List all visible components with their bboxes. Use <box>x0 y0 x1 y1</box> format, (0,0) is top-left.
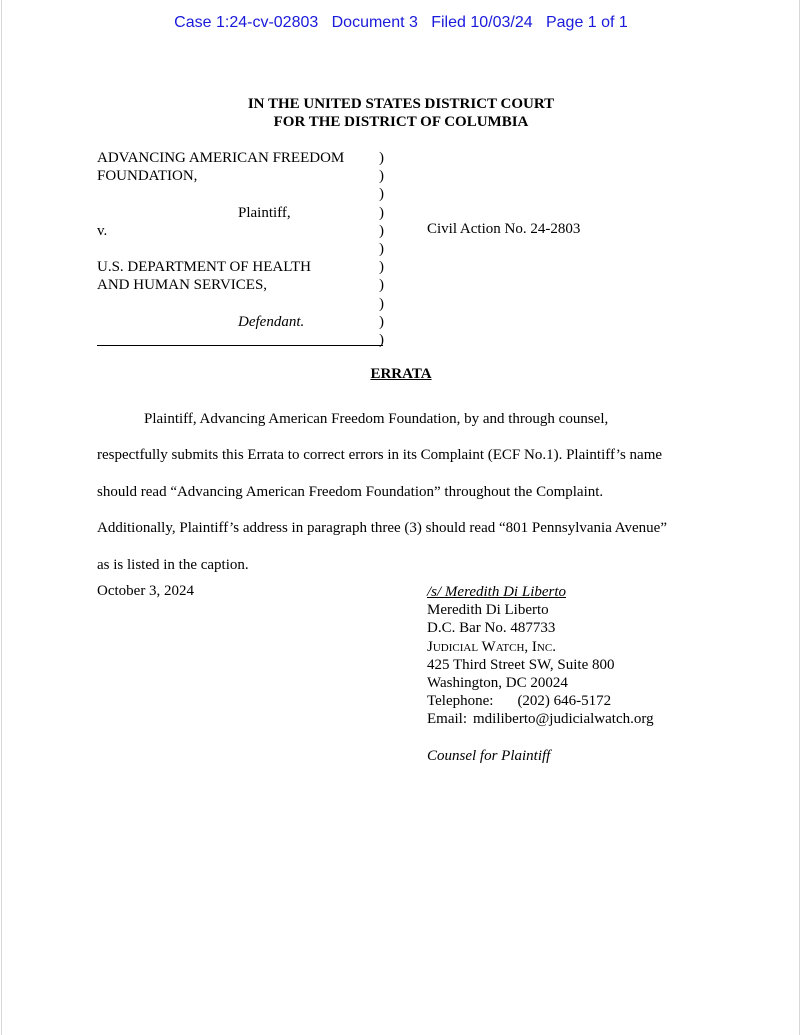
plaintiff-role: Plaintiff, <box>238 204 291 221</box>
court-title-line2: FOR THE DISTRICT OF COLUMBIA <box>273 114 529 130</box>
court-title-line1: IN THE UNITED STATES DISTRICT COURT <box>247 96 555 112</box>
defendant-name-line2: AND HUMAN SERVICES, <box>97 277 268 294</box>
civil-action-number: Civil Action No. 24-2803 <box>427 221 581 237</box>
caption-paren: ) <box>379 168 384 185</box>
email-label: Email: <box>427 711 467 728</box>
filing-header <box>0 14 802 32</box>
telephone-label: Telephone: <box>427 693 494 710</box>
page-number: Page 1 of 1 <box>545 14 628 31</box>
errata-line: Additionally, Plaintiff’s address in paragraph three (3) should read “801 Pennsylvania Avenue” <box>97 520 667 537</box>
signature-block <box>427 583 747 765</box>
caption-paren: ) <box>379 313 384 330</box>
telephone-number: (202) 646-5172 <box>517 693 612 710</box>
errata-line: Plaintiff, Advancing American Freedom Foundation, by and through counsel, <box>144 411 609 427</box>
caption-paren: ) <box>379 331 384 348</box>
defendant-role: Defendant. <box>238 313 305 330</box>
counsel-for: Counsel for Plaintiff <box>427 747 551 764</box>
caption-paren: ) <box>379 204 384 221</box>
address-line2: Washington, DC 20024 <box>427 674 568 691</box>
caption-paren: ) <box>379 277 384 294</box>
document-number: Document 3 <box>331 14 418 31</box>
plaintiff-name-line1: ADVANCING AMERICAN FREEDOM <box>97 150 345 166</box>
caption-blank <box>97 185 387 203</box>
caption-paren: ) <box>379 259 384 276</box>
caption-paren: ) <box>379 240 384 257</box>
errata-heading: ERRATA <box>370 366 432 382</box>
caption-paren: ) <box>379 150 384 166</box>
errata-line: should read “Advancing American Freedom Foundation” throughout the Complaint. <box>97 483 604 500</box>
errata-line: respectfully submits this Errata to correct errors in its Complaint (ECF No.1). Plaintiff’s name <box>97 447 663 464</box>
filed-date: Filed 10/03/24 <box>431 14 533 31</box>
attorney-name: Meredith Di Liberto <box>427 602 549 619</box>
defendant-name-line1: U.S. DEPARTMENT OF HEALTH <box>97 259 311 276</box>
caption-blank <box>97 295 387 313</box>
firm-name: Judicial Watch, Inc. <box>427 638 556 655</box>
caption-blank <box>97 240 387 258</box>
caption-paren: ) <box>379 295 384 312</box>
filing-date: October 3, 2024 <box>97 583 195 599</box>
caption-paren: ) <box>379 186 384 203</box>
errata-line: as is listed in the caption. <box>97 556 249 573</box>
caption-parties <box>97 149 387 331</box>
page-border-left <box>1 0 2 1035</box>
caption-paren: ) <box>379 222 384 239</box>
versus: v. <box>97 222 108 239</box>
caption-parentheses <box>379 149 384 349</box>
caption-underline <box>97 345 383 346</box>
electronic-signature: /s/ Meredith Di Liberto <box>427 584 567 600</box>
email-address: mdiliberto@judicialwatch.org <box>473 711 654 728</box>
plaintiff-name-line2: FOUNDATION, <box>97 168 198 185</box>
court-title <box>0 95 802 131</box>
address-line1: 425 Third Street SW, Suite 800 <box>427 656 615 673</box>
bar-number: D.C. Bar No. 487733 <box>427 620 556 637</box>
errata-body <box>97 401 707 583</box>
page-border-right <box>799 0 800 1035</box>
case-number: Case 1:24-cv-02803 <box>174 14 319 31</box>
